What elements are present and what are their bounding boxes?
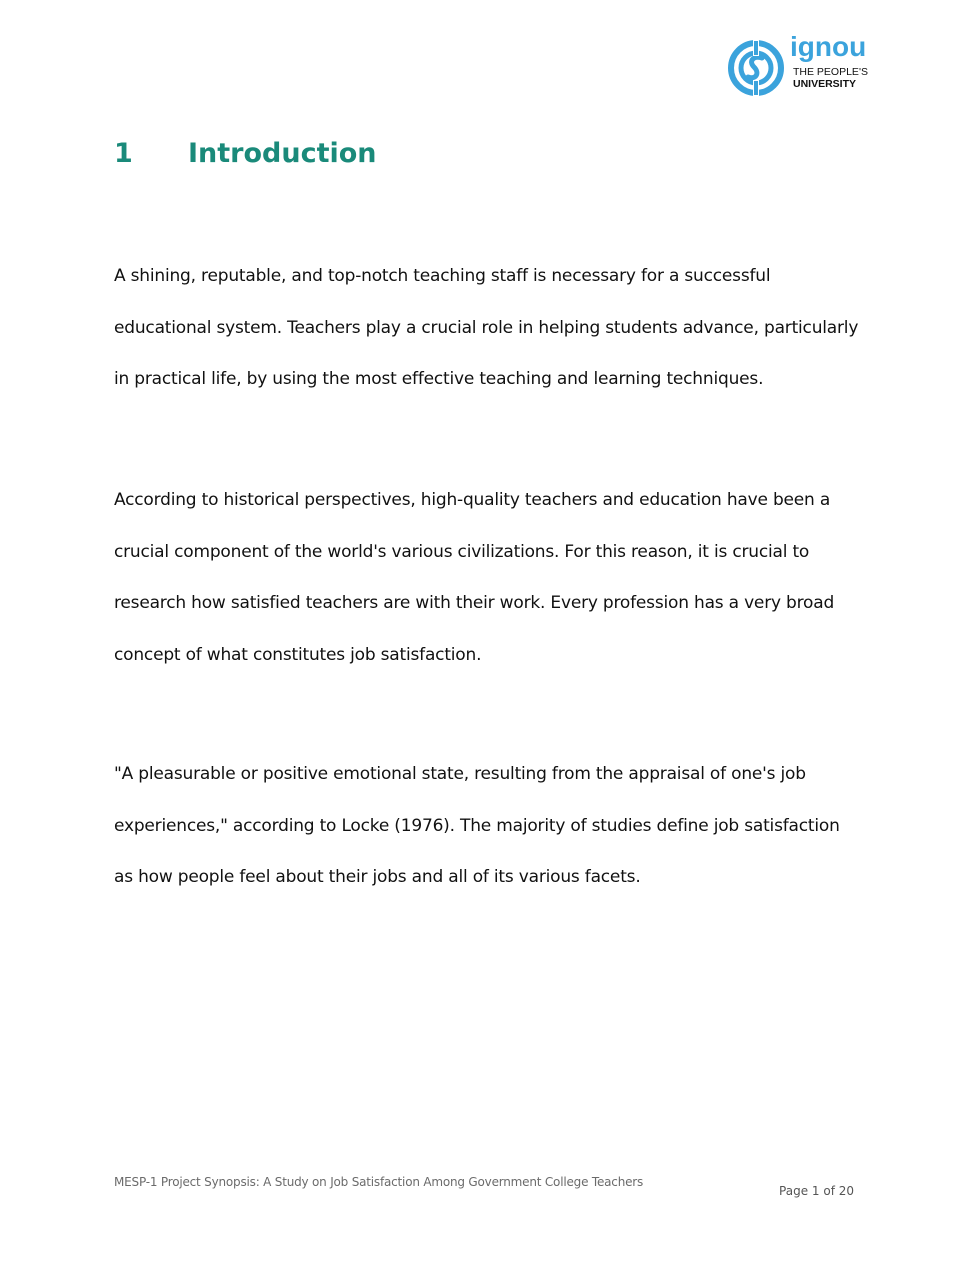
paragraph-line: in practical life, by using the most effective teaching and learning techniques. — [114, 369, 764, 389]
paragraph-line: A shining, reputable, and top-notch teaching staff is necessary for a successful — [114, 266, 771, 286]
paragraph-line: "A pleasurable or positive emotional state, resulting from the appraisal of one's job — [114, 764, 806, 784]
paragraph-2 — [114, 475, 874, 681]
paragraph-line: educational system. Teachers play a crucial role in helping students advance, particularly — [114, 317, 859, 338]
section-title: Introduction — [188, 138, 377, 169]
paragraph-line: According to historical perspectives, high-quality teachers and education have been a — [114, 490, 831, 510]
paragraph-line: experiences," according to Locke (1976). The majority of studies define job satisfaction — [114, 815, 840, 836]
paragraph-1 — [114, 251, 874, 406]
footer-page-number: Page 1 of 20 — [779, 1184, 854, 1198]
paragraph-line: as how people feel about their jobs and all of its various facets. — [114, 867, 641, 887]
logo-name: ignou — [790, 31, 867, 62]
logo-tagline-2: UNIVERSITY — [793, 78, 857, 90]
logo-tagline-1: THE PEOPLE'S — [793, 66, 868, 78]
footer-document-title: MESP-1 Project Synopsis: A Study on Job Satisfaction Among Government College Teachers — [114, 1175, 644, 1189]
section-number: 1 — [114, 138, 133, 169]
paragraph-line: research how satisfied teachers are with their work. Every profession has a very broad — [114, 593, 835, 613]
ignou-emblem-icon — [724, 36, 788, 100]
paragraph-line: concept of what constitutes job satisfaction. — [114, 644, 482, 665]
paragraph-line: crucial component of the world's various civilizations. For this reason, it is crucial to — [114, 541, 810, 562]
ignou-logo — [724, 31, 874, 100]
paragraph-3 — [114, 749, 874, 904]
